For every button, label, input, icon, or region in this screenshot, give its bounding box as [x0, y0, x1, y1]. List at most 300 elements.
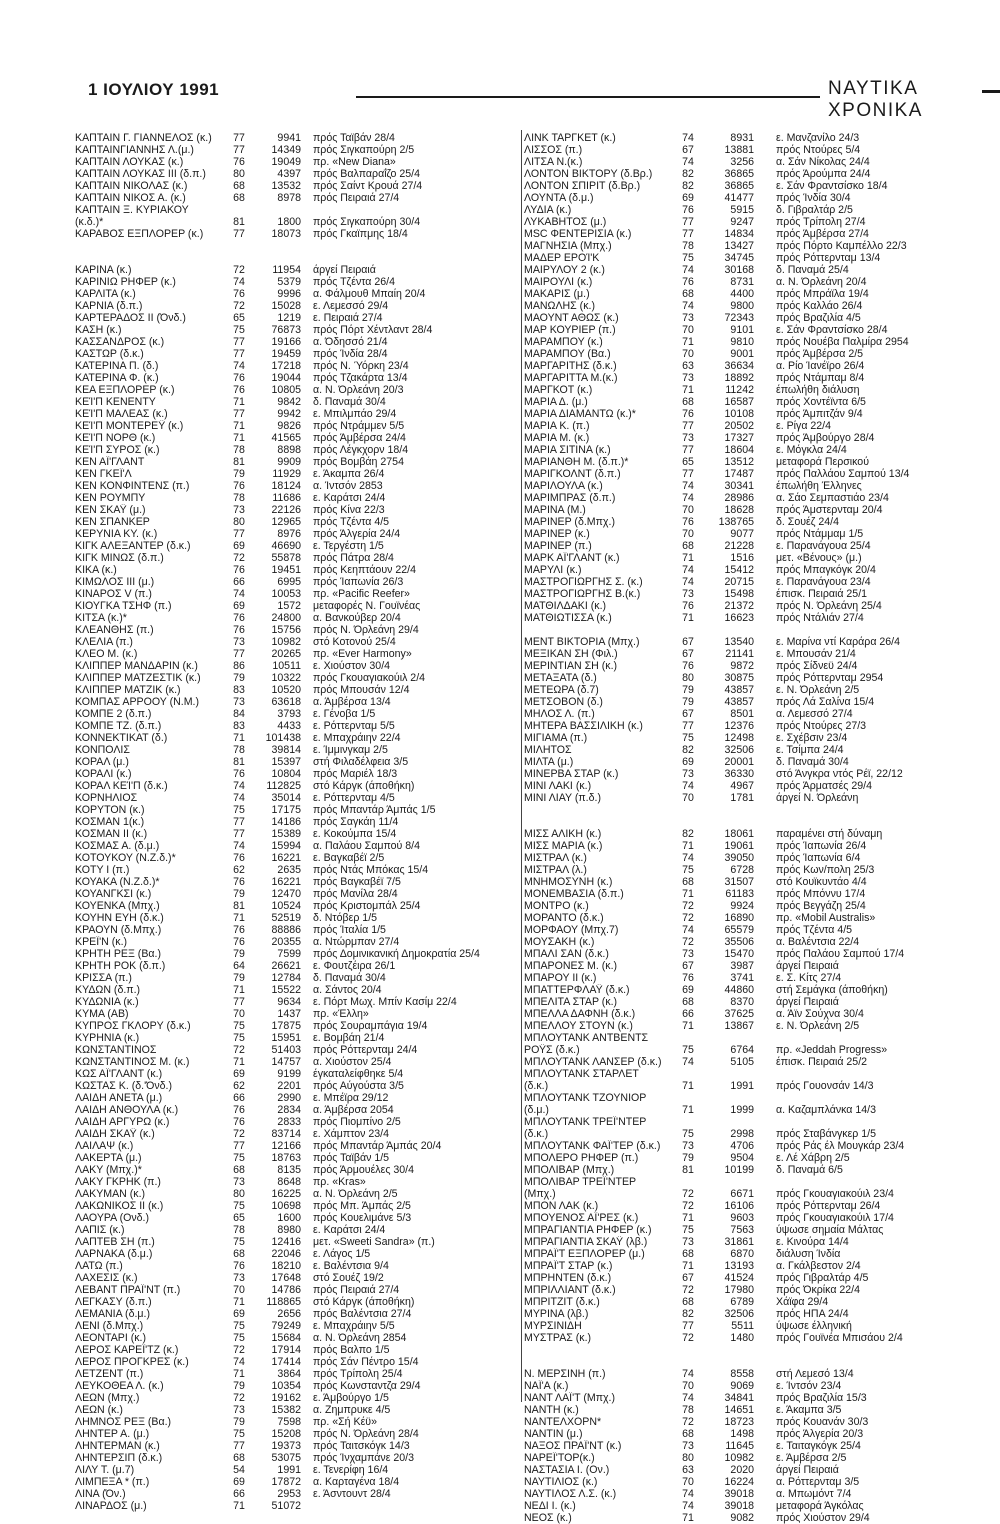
ship-row [75, 1344, 520, 1356]
gross-tonnage: 19451 [271, 564, 301, 576]
ship-row [75, 864, 520, 876]
build-year: 82 [682, 744, 694, 756]
ship-name: ΛΕΡΟΣ ΠΡΟΓΚΡΕΣ (κ.) [75, 1356, 189, 1368]
ship-position: α. Ίντσόν 2853 [313, 480, 383, 492]
gross-tonnage: 2020 [730, 1464, 754, 1476]
ship-row [75, 1164, 520, 1176]
gross-tonnage: 16225 [271, 1188, 301, 1200]
gross-tonnage: 6995 [277, 576, 301, 588]
gross-tonnage: 16106 [724, 1200, 754, 1212]
ship-row [75, 636, 520, 648]
gross-tonnage: 138765 [718, 516, 754, 528]
ship-name: ΜΟΥΣΑΚΗ (κ.) [524, 936, 595, 948]
ship-row [75, 792, 520, 804]
ship-name: ΚΙΜΩΛΟΣ ΙΙΙ (μ.) [75, 576, 155, 588]
gross-tonnage: 9101 [730, 324, 754, 336]
ship-name: ΜΥΡΣΙΝΙΔΗ [524, 1320, 582, 1332]
ship-row [75, 876, 520, 888]
build-year: 79 [233, 1416, 245, 1428]
ship-name: ΜΑΡΙΑ Μ. (κ.) [524, 432, 590, 444]
gross-tonnage: 1437 [277, 1008, 301, 1020]
ship-position: δ. Παναμά 30/4 [313, 972, 386, 984]
build-year: 75 [233, 1428, 245, 1440]
ship-position: στή Σεμάγκα (άποθήκη) [776, 984, 888, 996]
build-year: 54 [233, 1464, 245, 1476]
ship-name: ΚΩΣΤΑΣ Κ. (δ.'Όνδ.) [75, 1080, 172, 1092]
ship-position: πρός Ντάλιάν 27/4 [776, 612, 864, 624]
ship-position: πρός Ίνδία 28/4 [313, 348, 388, 360]
magazine-title: ΝΑΥΤΙΚΑ ΧΡΟΝΙΚΑ [828, 78, 923, 121]
ship-position: πρός Πειραιά 27/4 [313, 192, 400, 204]
ship-position: πρός Βραζιλία 15/3 [776, 1392, 867, 1404]
ship-row [524, 960, 979, 972]
ship-position: πρός Βραζιλία 4/5 [776, 312, 861, 324]
build-year: 78 [233, 492, 245, 504]
gross-tonnage: 24800 [271, 612, 301, 624]
ship-row [75, 1044, 520, 1056]
gross-tonnage: 3741 [730, 972, 754, 984]
gross-tonnage: 3864 [277, 1368, 301, 1380]
ship-name: ΛΙΜΠΕΞΑ * (π.) [75, 1476, 150, 1488]
ship-position: πρός Άλγερία 20/3 [776, 1428, 864, 1440]
build-year: 76 [233, 924, 245, 936]
ship-row [524, 204, 979, 216]
ship-name: ΜΗΛΟΣ Λ. (π.) [524, 708, 595, 720]
header-rule-tail [982, 90, 1000, 93]
ship-position: πρός Κριστομπάλ 25/4 [313, 900, 421, 912]
ship-name [75, 252, 225, 264]
build-year: 75 [233, 1332, 245, 1344]
gross-tonnage: 52519 [271, 912, 301, 924]
build-year [674, 1116, 702, 1128]
build-year: 76 [682, 408, 694, 420]
ship-row [524, 216, 979, 228]
ship-name: ΚΕΝ ΑΪ'ΓΛΑΝΤ [75, 456, 145, 468]
build-year [674, 624, 702, 636]
build-year: 76 [682, 516, 694, 528]
ship-row [524, 948, 979, 960]
ship-name: ΛΙΝΚ ΤΑΡΓΚΕΤ (κ.) [524, 132, 616, 144]
ship-name: ΚΑΠΤΑΙΝ ΛΟΥΚΑΣ (κ.) [75, 156, 184, 168]
gross-tonnage: 17872 [271, 1476, 301, 1488]
ship-row [524, 480, 979, 492]
ship-row [524, 636, 979, 648]
ship-row [524, 744, 979, 756]
ship-row [75, 1416, 520, 1428]
ship-name: ΜΙΝΙ ΛΙΑΥ (π.δ.) [524, 792, 601, 804]
ship-name: ΜΟΡΑΝΤΟ (δ.κ.) [524, 912, 604, 924]
ship-name: ΚΑΠΤΑΙΝ ΛΟΥΚΑΣ ΙΙΙ (δ.π.) [75, 168, 206, 180]
ship-row [75, 276, 520, 288]
ship-position: πρ. «Ever Harmony» [313, 648, 412, 660]
ship-position: ε. Μανζανίλο 24/3 [776, 132, 860, 144]
build-year: 69 [682, 192, 694, 204]
build-year: 68 [233, 180, 245, 192]
ship-position: ε. Κοκούμπα 15/4 [313, 828, 397, 840]
gross-tonnage: 32506 [724, 744, 754, 756]
ship-row [75, 336, 520, 348]
build-year: 74 [233, 792, 245, 804]
build-year: 78 [233, 444, 245, 456]
ship-position: μεταφορά Άγκόλας [776, 1500, 864, 1512]
gross-tonnage: 19061 [724, 840, 754, 852]
ship-position: πρός Ν. Ύόρκη 23/4 [313, 360, 409, 372]
ship-row [524, 972, 979, 984]
build-year: 70 [682, 528, 694, 540]
ship-position: άργεί Πειραιά [776, 996, 839, 1008]
ship-name: ΜΑΡΙΛΟΥΛΑ (κ.) [524, 480, 603, 492]
build-year: 68 [682, 540, 694, 552]
gross-tonnage: 7599 [277, 948, 301, 960]
ship-row [75, 1428, 520, 1440]
ship-row [524, 1392, 979, 1404]
gross-tonnage: 19373 [271, 1440, 301, 1452]
ship-name: ΜΕΡΙΝΤΙΑΝ ΣΗ (κ.) [524, 660, 618, 672]
ship-row [524, 516, 979, 528]
ship-row [524, 912, 979, 924]
ship-list-right [524, 132, 979, 1524]
build-year: 73 [233, 696, 245, 708]
ship-name: ΚΥΜΑ (ΑΒ) [75, 1008, 129, 1020]
gross-tonnage [702, 1344, 776, 1356]
ship-row [524, 156, 979, 168]
build-year: 74 [233, 1356, 245, 1368]
build-year: 81 [233, 456, 245, 468]
build-year: 67 [682, 708, 694, 720]
build-year: 72 [233, 1044, 245, 1056]
gross-tonnage: 11929 [272, 468, 301, 480]
build-year: 80 [233, 168, 245, 180]
ship-row [75, 840, 520, 852]
build-year: 73 [682, 372, 694, 384]
build-year: 82 [682, 168, 694, 180]
ship-row [75, 1296, 520, 1308]
ship-name: ΚΑΡΛΙΤΑ (κ.) [75, 288, 136, 300]
ship-position: πρός Άμβέρσα 27/4 [776, 228, 869, 240]
gross-tonnage: 13867 [724, 1020, 754, 1032]
ship-row [75, 672, 520, 684]
ship-row [524, 696, 979, 708]
gross-tonnage: 18210 [271, 1260, 301, 1272]
ship-row [75, 180, 520, 192]
ship-position: πρός Πειραιά 27/4 [313, 1284, 400, 1296]
gross-tonnage: 17414 [271, 1356, 301, 1368]
build-year: 70 [682, 504, 694, 516]
ship-name: ΛΕΒΑΝΤ ΠΡΑΪ'ΝΤ (π.) [75, 1284, 181, 1296]
ship-row [524, 1092, 979, 1104]
ship-position: στή Λεμεσό 13/4 [776, 1368, 854, 1380]
gross-tonnage: 9077 [730, 528, 754, 540]
ship-position: στό Κάργκ (άποθήκη) [313, 1296, 415, 1308]
gross-tonnage: 17175 [271, 804, 301, 816]
ship-name: ΜΠΡΑΓΙΑΝΤΙΑ ΡΗΦΕΡ (κ.) [524, 1224, 652, 1236]
ship-name: ΜΠΟΛΙΒΑΡ (Μπχ.) [524, 1164, 615, 1176]
gross-tonnage: 15684 [271, 1332, 301, 1344]
ship-position: ε. Γένοβα 1/5 [313, 708, 376, 720]
build-year: 76 [233, 480, 245, 492]
ship-name: ΛΑΙΛΑΨ (κ.) [75, 1140, 134, 1152]
ship-name: ΜΠΕΛΛΟΥ ΣΤΟΥΝ (κ.) [524, 1020, 633, 1032]
gross-tonnage: 20265 [271, 648, 301, 660]
ship-name: ΛΕΩΝ (κ.) [75, 1404, 123, 1416]
ship-row [524, 984, 979, 996]
ship-position: δ. Γιβραλτάρ 2/5 [776, 204, 853, 216]
ship-position: ε. Παρανάγουα 25/4 [776, 540, 871, 552]
ship-row [75, 456, 520, 468]
ship-name: ΝΑΣΤΑΣΙΑ Ι. (Ον.) [524, 1464, 610, 1476]
ship-name: ΛΥΚΑΒΗΤΟΣ (μ.) [524, 216, 607, 228]
build-year: 76 [682, 972, 694, 984]
ship-position [776, 1176, 976, 1188]
ship-position: πρός Κων/πολη 25/3 [776, 864, 875, 876]
ship-position: πρός ΗΠΑ 24/4 [776, 1308, 849, 1320]
ship-row [75, 1176, 520, 1188]
ship-row [75, 1068, 520, 1080]
ship-position: ε. Καράτσι 24/4 [313, 1224, 386, 1236]
build-year: 71 [682, 1020, 694, 1032]
ship-row [75, 720, 520, 732]
ship-position: πρός Αύγούστα 3/5 [313, 1080, 404, 1092]
ship-position: πρός Κεηπτάουν 22/4 [313, 564, 416, 576]
ship-position: πρός Άμβέρσα 24/4 [313, 432, 406, 444]
ship-name: ΜΙΣΣ ΑΛΙΚΗ (κ.) [524, 828, 602, 840]
build-year: 67 [682, 1272, 694, 1284]
ship-position: πρός Τρίπολη 25/4 [313, 1368, 403, 1380]
ship-position: α. Σάν Νίκολας 24/4 [776, 156, 870, 168]
ship-position: πρός Μπράϊλα 19/4 [776, 288, 869, 300]
build-year: 75 [682, 1128, 694, 1140]
gross-tonnage: 2635 [277, 864, 301, 876]
ship-row [75, 648, 520, 660]
ship-name: ΜΠΛΟΥΤΑΝΚ ΣΤΑΡΛΕΤ [524, 1068, 639, 1080]
ship-name: ΚΑΡΑΒΟΣ ΕΞΠΛΟΡΕΡ (κ.) [75, 228, 204, 240]
ship-position: πρός Άμστερνταμ 20/4 [776, 504, 883, 516]
ship-row [75, 744, 520, 756]
build-year: 72 [233, 264, 245, 276]
ship-row [524, 276, 979, 288]
ship-name: ΚΡΗΤΗ ΡΕΞ (Βα.) [75, 948, 161, 960]
ship-name: ΜΑΡΙΝΕΡ (δ.Μπχ.) [524, 516, 615, 528]
build-year: 67 [682, 636, 694, 648]
ship-name: ΚΟΡΥΤΟΝ (κ.) [75, 804, 145, 816]
build-year: 76 [682, 204, 694, 216]
build-year: 78 [682, 1404, 694, 1416]
ship-name [524, 804, 674, 816]
build-year: 76 [233, 876, 245, 888]
gross-tonnage: 6789 [730, 1296, 754, 1308]
ship-position: α. Βαλέντσια 22/4 [776, 936, 860, 948]
gross-tonnage: 8898 [277, 444, 301, 456]
gross-tonnage: 14834 [724, 228, 754, 240]
ship-name: ΚΟΣΜΑΝ ΙΙ (κ.) [75, 828, 148, 840]
ship-row [524, 168, 979, 180]
ship-row [75, 1140, 520, 1152]
gross-tonnage: 1991 [277, 1464, 301, 1476]
ship-position: πρός Ίταλία 1/5 [313, 924, 386, 936]
gross-tonnage: 12376 [724, 720, 754, 732]
ship-name: ΚΑΠΤΑΙΝ Ξ. ΚΥΡΙΑΚΟΥ [75, 204, 189, 216]
ship-name: ΚΕΑ ΕΞΠΛΟΡΕΡ (κ.) [75, 384, 175, 396]
build-year: 76 [233, 1260, 245, 1272]
gross-tonnage: 20502 [724, 420, 754, 432]
gross-tonnage: 15498 [724, 588, 754, 600]
ship-name: ΜΑΡΙΓΚΟΛΝΤ (δ.π.) [524, 468, 621, 480]
ship-name: ΜΑΡΙΑ Δ. (μ.) [524, 396, 588, 408]
ship-row [524, 1224, 979, 1236]
gross-tonnage: 32506 [724, 1308, 754, 1320]
ship-row [75, 1236, 520, 1248]
ship-row [75, 984, 520, 996]
ship-row [524, 348, 979, 360]
ship-row [524, 1008, 979, 1020]
ship-position: πρός Ν. Όρλεάνη 29/4 [313, 624, 419, 636]
build-year: 70 [682, 324, 694, 336]
ship-name: ΚΑΤΕΡΙΝΑ Π. (δ.) [75, 360, 159, 372]
gross-tonnage: 13881 [724, 144, 754, 156]
gross-tonnage: 3256 [730, 156, 754, 168]
ship-name [524, 624, 674, 636]
ship-name: ΚΟΤΟΥΚΟΥ (Ν.Ζ.δ.)* [75, 852, 176, 864]
gross-tonnage: 18628 [724, 504, 754, 516]
ship-name: ΚΑΠΤΑΙΝ ΝΙΚΟΛΑΣ (κ.) [75, 180, 188, 192]
ship-name: ΚΩΝΣΤΑΝΤΙΝΟΣ [75, 1044, 157, 1056]
ship-name: ΛΑΠΙΣ (κ.) [75, 1224, 125, 1236]
build-year: 72 [233, 552, 245, 564]
gross-tonnage: 10511 [272, 660, 301, 672]
build-year: 74 [682, 780, 694, 792]
build-year [674, 1068, 702, 1080]
ship-position [313, 204, 518, 216]
ship-row [75, 936, 520, 948]
ship-position: α. Σάο Σεμπαστιάο 23/4 [776, 492, 889, 504]
ship-row [524, 1380, 979, 1392]
ship-position [776, 1356, 976, 1368]
ship-row [524, 1512, 979, 1524]
gross-tonnage: 21141 [725, 648, 754, 660]
ship-position: α. Ν. Όρλεάνη 2854 [313, 1332, 407, 1344]
build-year: 83 [233, 720, 245, 732]
ship-row [75, 420, 520, 432]
ship-position: ύψωσε σημαία Μάλτας [776, 1224, 884, 1236]
ship-name: ΛΟΝΤΟΝ ΣΠΙΡΙΤ (δ.Βρ.) [524, 180, 641, 192]
gross-tonnage: 2990 [277, 1092, 301, 1104]
build-year: 71 [682, 1104, 694, 1116]
ship-list-left [75, 132, 520, 1512]
build-year: 67 [682, 648, 694, 660]
ship-position: πρός Γκουαγιακούιλ 23/4 [776, 1188, 894, 1200]
build-year: 72 [682, 1332, 694, 1344]
ship-position: έγκαταλείφθηκε 5/4 [313, 1068, 404, 1080]
ship-name: ΛΗΝΤΕΡ Α. (μ.) [75, 1428, 150, 1440]
ship-position: πρός Πόρτ Χέντλαντ 28/4 [313, 324, 433, 336]
build-year: 77 [233, 1440, 245, 1452]
ship-position: πρός Μαριέλ 18/3 [313, 768, 398, 780]
build-year: 71 [233, 396, 245, 408]
ship-name: ΛΙΛΥ Τ. (μ.7) [75, 1464, 135, 1476]
ship-row [524, 1416, 979, 1428]
ship-position [313, 252, 518, 264]
ship-position: πρός Ντάμπαμ 8/4 [776, 372, 865, 384]
build-year: 77 [682, 228, 694, 240]
gross-tonnage: 14651 [724, 1404, 754, 1416]
ship-row [524, 240, 979, 252]
ship-position: ε. Μπουσάν 21/4 [776, 648, 856, 660]
build-year: 69 [233, 1476, 245, 1488]
ship-row [75, 756, 520, 768]
ship-row [75, 348, 520, 360]
build-year: 70 [233, 1008, 245, 1020]
build-year: 77 [233, 144, 245, 156]
build-year: 72 [682, 1416, 694, 1428]
gross-tonnage: 1498 [730, 1428, 754, 1440]
ship-row [524, 588, 979, 600]
ship-position: πρός Άρούμπα 24/4 [776, 168, 871, 180]
build-year: 73 [233, 636, 245, 648]
gross-tonnage: 7563 [730, 1224, 754, 1236]
ship-name: ΚΙΚΑ (κ.) [75, 564, 117, 576]
build-year: 77 [233, 528, 245, 540]
gross-tonnage: 1572 [277, 600, 301, 612]
ship-row [524, 1248, 979, 1260]
ship-name: MSC ΦΕΝΤΕΡΙΣΙΑ (κ.) [524, 228, 632, 240]
gross-tonnage: 13512 [724, 456, 754, 468]
gross-tonnage: 55878 [271, 552, 301, 564]
ship-name: ΜΑΡΓΑΡΙΤΤΑ Μ.(κ.) [524, 372, 618, 384]
ship-name: ΜΙΝΙ ΛΑΚΙ (κ.) [524, 780, 592, 792]
gross-tonnage: 10805 [271, 384, 301, 396]
ship-position: ε. Χιούστον 30/4 [313, 660, 391, 672]
gross-tonnage: 21372 [724, 600, 754, 612]
ship-name: ΚΟΡΑΛ (μ.) [75, 756, 129, 768]
ship-row [524, 1404, 979, 1416]
build-year: 73 [682, 948, 694, 960]
ship-row [524, 840, 979, 852]
gross-tonnage: 9800 [730, 300, 754, 312]
ship-row [75, 660, 520, 672]
gross-tonnage: 1219 [277, 312, 301, 324]
gross-tonnage: 35506 [724, 936, 754, 948]
ship-position: ε. Σχέβσιν 23/4 [776, 732, 848, 744]
ship-row [75, 312, 520, 324]
gross-tonnage: 9942 [277, 408, 301, 420]
build-year: 77 [233, 816, 245, 828]
build-year: 76 [233, 564, 245, 576]
gross-tonnage: 9941 [277, 132, 301, 144]
gross-tonnage: 18723 [724, 1416, 754, 1428]
ship-position: πρός Ντράμμεν 5/5 [313, 420, 405, 432]
build-year: 75 [233, 1200, 245, 1212]
gross-tonnage: 37625 [724, 1008, 754, 1020]
build-year: 75 [233, 324, 245, 336]
build-year: 73 [233, 1176, 245, 1188]
ship-position: ε. Πόρτ Μωχ. Μπίν Κασίμ 22/4 [313, 996, 457, 1008]
ship-row [524, 1332, 979, 1344]
build-year: 71 [682, 888, 694, 900]
ship-name: ΛΟΥΝΤΑ (δ.μ.) [524, 192, 594, 204]
ship-name: (δ.μ.) [524, 1104, 549, 1116]
gross-tonnage: 36330 [724, 768, 754, 780]
ship-row [75, 360, 520, 372]
ship-position: μεταφορές Ν. Γουϊνέας [313, 600, 421, 612]
ship-row [75, 1488, 520, 1500]
ship-name: ΝΑΪ'Α (κ.) [524, 1380, 569, 1392]
build-year: 72 [233, 1128, 245, 1140]
ship-name: ΜΙΓΙΑΜΑ (π.) [524, 732, 588, 744]
ship-name: ΛΑΤΩ (π.) [75, 1260, 123, 1272]
build-year: 82 [682, 1308, 694, 1320]
build-year: 73 [682, 768, 694, 780]
build-year: 76 [233, 156, 245, 168]
